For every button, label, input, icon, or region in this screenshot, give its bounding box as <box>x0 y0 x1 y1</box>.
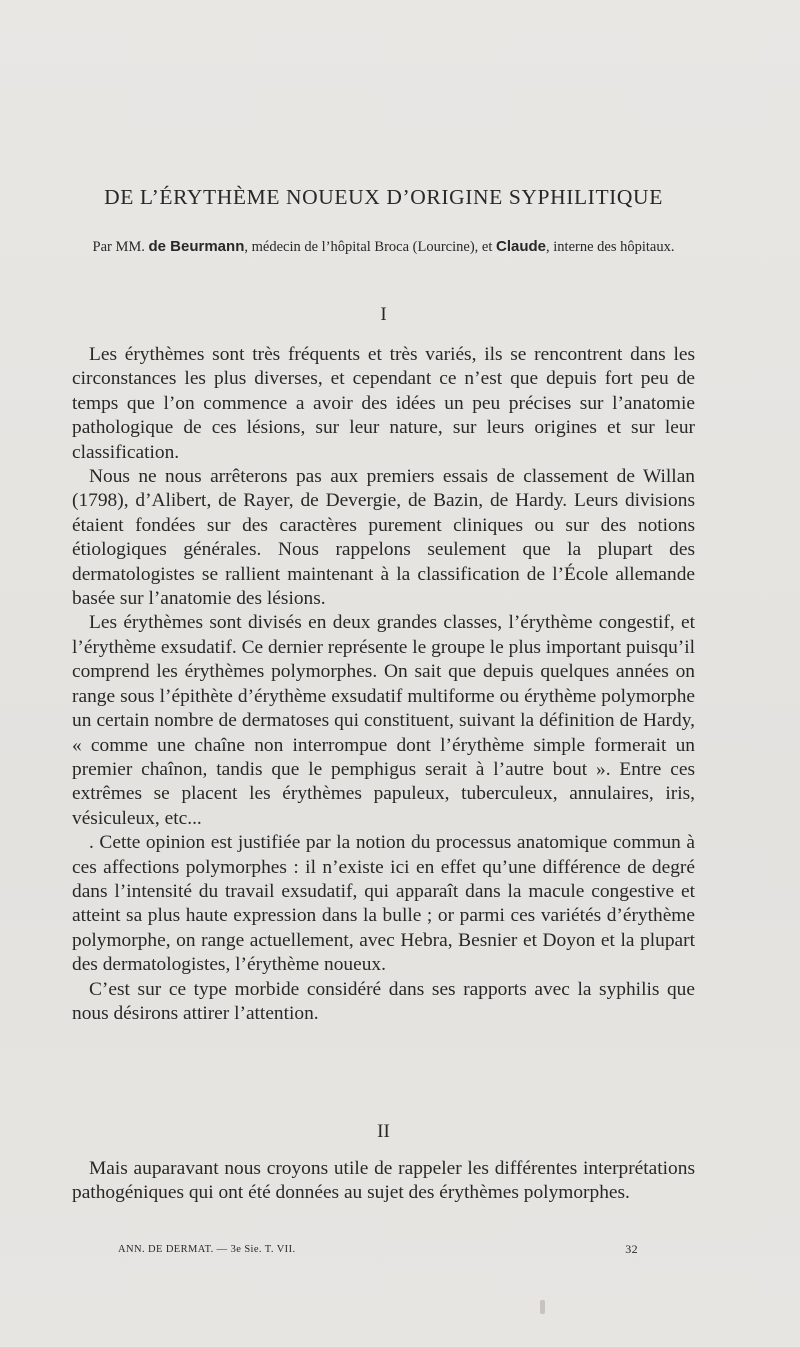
page-number: 32 <box>625 1242 638 1256</box>
bleed-through-text <box>150 88 710 108</box>
scan-speck <box>540 1300 545 1314</box>
paragraph: Mais auparavant nous croyons utile de rappeler les différentes interprétations pathogéniques qui ont été données au sujet des érythèmes polymorphes. <box>72 1158 695 1204</box>
paragraph: . Cette opinion est justifiée par la notion du processus anatomique commun à ces affections polymorphes : il n’existe ici en effet qu’une différence de degré dans l’intensité du travail exsudatif, qui apparaît dans la macule congestive et atteint sa plus haute expression dans la bulle ; or parmi ces variétés d’érythème polymorphe, on range actuellement, avec Hebra, Besnier et Doyon et la plupart des dermatologistes, l’érythème noueux. <box>72 832 695 976</box>
section-2-body <box>72 1157 695 1206</box>
section-numeral-1: I <box>380 304 387 325</box>
paragraph: Les érythèmes sont divisés en deux grandes classes, l’érythème congestif, et l’érythème exsudatif. Ce dernier représente le groupe le plus important puisqu’il comprend les érythèmes polymorphes. On sait que depuis quelques années on range sous l’épithète d’érythème exsudatif multiforme ou érythème polymorphe un certain nombre de dermatoses qui constituent, suivant la définition de Hardy, « comme une chaîne non interrompue dont l’érythème simple formerait un premier chaînon, tandis que le pemphigus serait à l’autre bout ». Entre ces extrêmes se placent les érythèmes papuleux, tuberculeux, annulaires, iris, vésiculeux, etc... <box>72 612 695 829</box>
article-title: DE L’ÉRYTHÈME NOUEUX D’ORIGINE SYPHILITIQUE <box>104 185 663 209</box>
byline-prefix: Par MM. <box>92 239 149 255</box>
author-2: Claude <box>496 238 547 255</box>
paragraph: Les érythèmes sont très fréquents et très variés, ils se rencontrent dans les circonstances les plus diverses, et cependant ce n’est que depuis fort peu de temps que l’on commence a avoir des idées un peu précises sur l’anatomie pathologique de ces lésions, sur leur nature, sur leurs origines et sur leur classification. <box>72 344 695 463</box>
journal-reference: ANN. DE DERMAT. — 3e Sie. T. VII. <box>118 1244 296 1255</box>
paragraph: C’est sur ce type morbide considéré dans ses rapports avec la syphilis que nous désirons attirer l’attention. <box>72 978 695 1024</box>
section-1-body <box>72 343 695 1026</box>
paragraph: Nous ne nous arrêterons pas aux premiers essais de classement de Willan (1798), d’Alibert, de Rayer, de Devergie, de Bazin, de Hardy. Leurs divisions étaient fondées sur des caractères purement cliniques ou sur des notions étiologiques générales. Nous rappelons seulement que la plupart des dermatologistes se rallient maintenant à la classification de l’École allemande basée sur l’anatomie des lésions. <box>72 466 695 610</box>
section-numeral-2: II <box>377 1121 390 1142</box>
byline <box>72 236 695 258</box>
author-1: de Beurmann <box>148 238 245 255</box>
author-2-role: , interne des hôpitaux. <box>546 239 675 255</box>
author-1-role: , médecin de l’hôpital Broca (Lourcine), et <box>244 239 496 255</box>
